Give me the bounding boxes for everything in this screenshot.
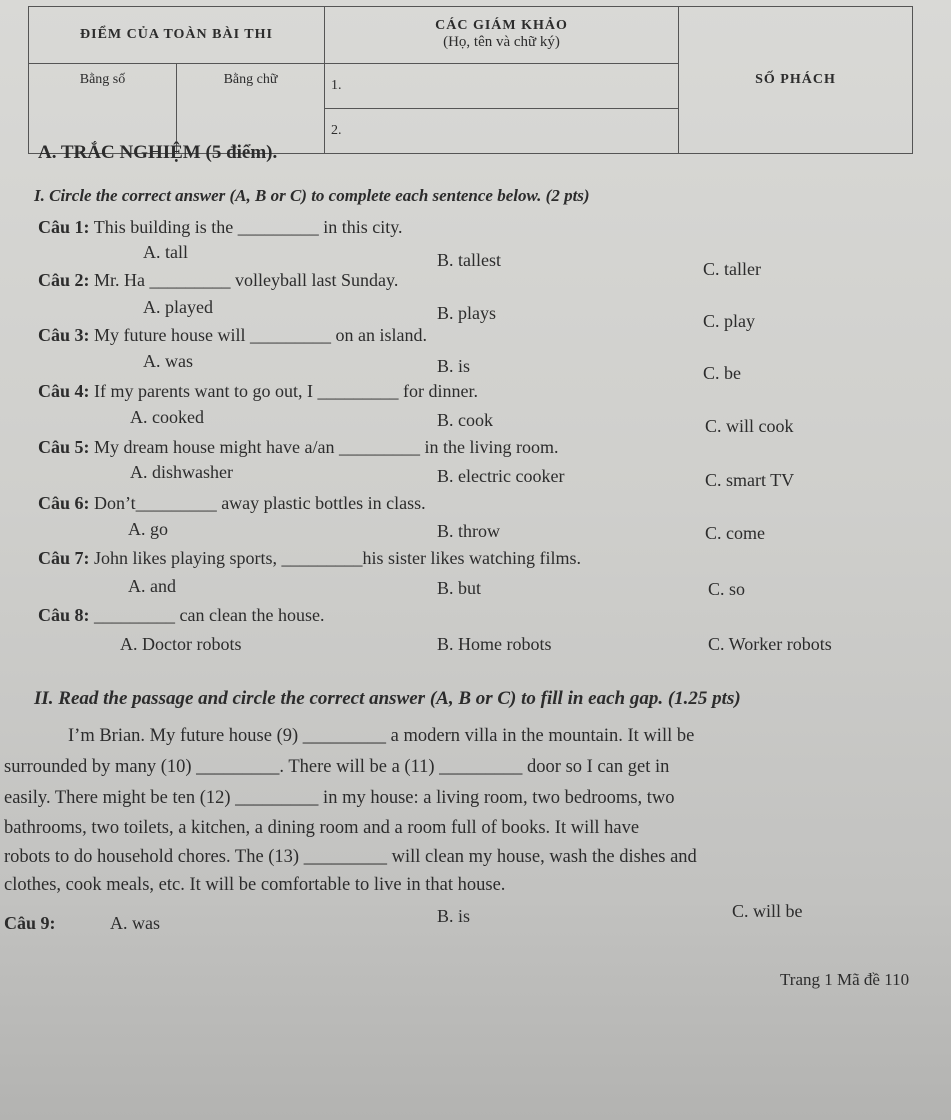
question-label: Câu 3: (38, 325, 90, 345)
total-score-label: ĐIỂM CỦA TOÀN BÀI THI (29, 7, 325, 64)
option-a[interactable]: A. played (143, 297, 213, 317)
page-footer: Trang 1 Mã đề 110 (780, 970, 910, 989)
question-text: volleyball last Sunday. (235, 270, 399, 290)
part2-title: II. Read the passage and circle the correct answer (A, B or C) to fill in each gap. (1.25 pts) (34, 688, 741, 709)
question-text: Don’t (94, 493, 136, 513)
question-label: Câu 5: (38, 437, 90, 457)
answer-blank[interactable]: _________ (94, 605, 176, 625)
question-9-label: Câu 9: (4, 913, 56, 933)
question-label: Câu 6: (38, 493, 90, 513)
question-6 (38, 493, 426, 514)
option-b[interactable]: B. Home robots (437, 634, 552, 654)
answer-blank[interactable]: _________ (317, 381, 399, 401)
question-label: Câu 2: (38, 270, 90, 290)
option-c[interactable]: C. taller (703, 259, 761, 279)
option-a[interactable]: A. tall (143, 242, 188, 262)
question-text: John likes playing sports, (94, 548, 278, 568)
option-b[interactable]: B. electric cooker (437, 466, 565, 486)
question-label: Câu 4: (38, 381, 90, 401)
option-c[interactable]: C. so (708, 579, 746, 599)
question-text: in the living room. (424, 437, 559, 457)
option-b[interactable]: B. plays (437, 303, 497, 323)
question-7 (38, 548, 581, 569)
question-text: My future house will (94, 325, 246, 345)
option-b[interactable]: B. is (437, 356, 471, 376)
examiners-note: (Họ, tên và chữ ký) (443, 34, 560, 51)
question-1 (38, 217, 403, 238)
question-text: If my parents want to go out, I (94, 381, 313, 401)
option-b[interactable]: B. but (437, 578, 482, 598)
passage-line-2: surrounded by many (10) _________. There will be a (11) _________ door so I can get in (4, 757, 670, 777)
score-table (28, 6, 913, 154)
passage-line-3: easily. There might be ten (12) _________ in my house: a living room, two bedrooms, two (4, 788, 675, 808)
passage-line-6: clothes, cook meals, etc. It will be comfortable to live in that house. (4, 875, 506, 895)
option-b[interactable]: B. throw (437, 521, 500, 541)
option-a[interactable]: A. dishwasher (130, 462, 233, 482)
question-text: can clean the house. (179, 605, 325, 625)
part1-title: I. Circle the correct answer (A, B or C) to complete each sentence below. (2 pts) (34, 186, 590, 205)
option-c[interactable]: C. will be (732, 901, 803, 921)
question-label: Câu 7: (38, 548, 90, 568)
question-4 (38, 381, 478, 402)
answer-blank[interactable]: _________ (338, 437, 420, 457)
passage-line-1: I’m Brian. My future house (9) _________ a modern villa in the mountain. It will be (68, 726, 695, 746)
in-words-label: Bằng chữ (177, 63, 325, 153)
option-c[interactable]: C. will cook (705, 416, 794, 436)
answer-blank[interactable]: _________ (250, 325, 331, 345)
option-b[interactable]: B. cook (437, 410, 493, 430)
code-label: SỐ PHÁCH (679, 7, 913, 154)
option-c[interactable]: C. smart TV (705, 470, 795, 490)
option-a[interactable]: A. was (110, 913, 160, 933)
question-5 (38, 437, 558, 458)
question-8 (38, 605, 324, 626)
question-label: Câu 1: (38, 217, 90, 237)
option-c[interactable]: C. be (703, 363, 741, 383)
question-text: in this city. (323, 217, 403, 237)
option-a[interactable]: A. and (128, 576, 176, 596)
option-a[interactable]: A. Doctor robots (120, 634, 242, 654)
option-a[interactable]: A. go (128, 519, 168, 539)
question-text: his sister likes watching films. (362, 548, 581, 568)
question-3 (38, 325, 427, 346)
option-b[interactable]: B. is (437, 906, 471, 926)
option-c[interactable]: C. Worker robots (708, 634, 832, 654)
question-text: on an island. (335, 325, 427, 345)
in-numbers-label: Bằng số (29, 63, 177, 153)
answer-blank[interactable]: _________ (237, 217, 319, 237)
question-text: for dinner. (402, 381, 478, 401)
examiner-1: 1. (325, 63, 679, 108)
question-text: away plastic bottles in class. (221, 493, 426, 513)
question-text: Mr. Ha (94, 270, 146, 290)
option-c[interactable]: C. play (703, 311, 755, 331)
option-b[interactable]: B. tallest (437, 250, 501, 270)
question-label: Câu 8: (38, 605, 90, 625)
question-text: My dream house might have a/an (94, 437, 335, 457)
answer-blank[interactable]: _________ (135, 493, 217, 513)
question-text: This building is the (93, 217, 234, 237)
passage-line-5: robots to do household chores. The (13) _________ will clean my house, wash the dishes and (4, 847, 697, 867)
answer-blank[interactable]: _________ (281, 548, 363, 568)
option-a[interactable]: A. was (143, 351, 193, 371)
examiner-2: 2. (325, 108, 679, 153)
question-2 (38, 270, 398, 291)
examiners-label: CÁC GIÁM KHẢO (435, 18, 568, 34)
option-a[interactable]: A. cooked (130, 407, 204, 427)
section-a-title: A. TRẮC NGHIỆM (5 điểm). (38, 142, 278, 163)
passage-line-4: bathrooms, two toilets, a kitchen, a dining room and a room full of books. It will have (4, 818, 640, 838)
answer-blank[interactable]: _________ (149, 270, 231, 290)
option-c[interactable]: C. come (705, 523, 765, 543)
